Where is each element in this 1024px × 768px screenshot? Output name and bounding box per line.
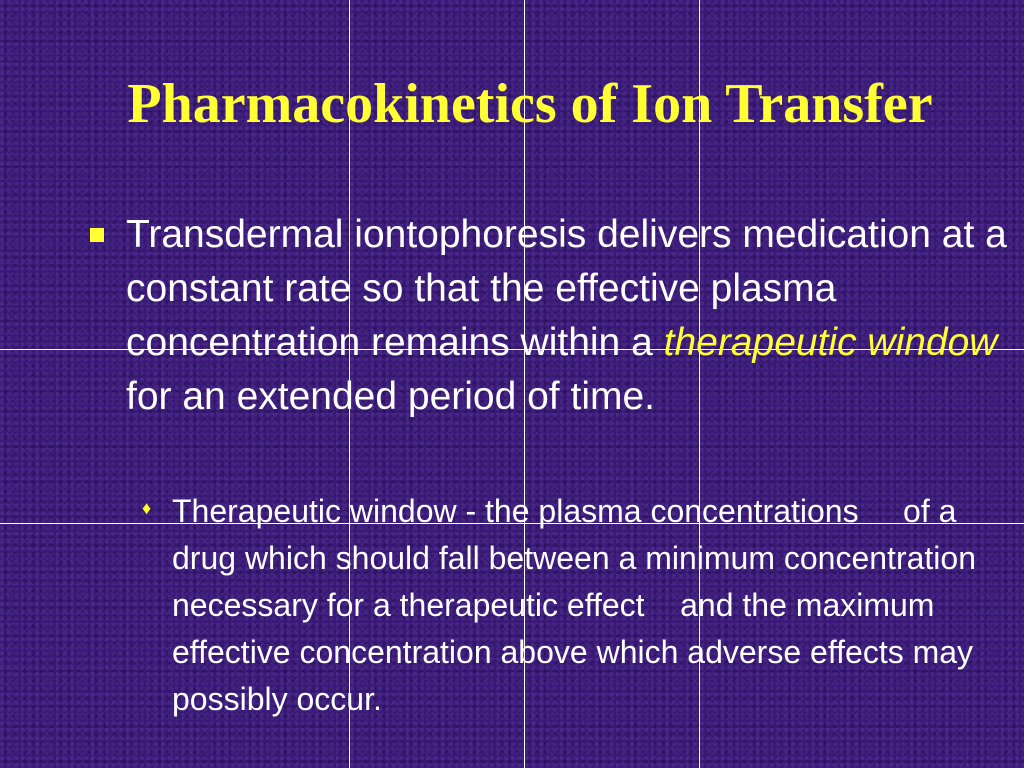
- therapeutic-window-emphasis: therapeutic window: [663, 321, 998, 364]
- diamond-bullet-icon: ♦: [142, 498, 152, 518]
- square-bullet-icon: [90, 228, 104, 242]
- bullet-text-before: Transdermal iontophoresis delivers medication at a constant rate so that the effective plasma concentration remains within a: [126, 213, 1007, 364]
- bullet-text-after: for an extended period of time.: [126, 375, 655, 418]
- slide-title: Pharmacokinetics of Ion Transfer: [127, 73, 933, 135]
- bullet-sub-text: Therapeutic window - the plasma concentrations of a drug which should fall between a minimum concentration necessary for a therapeutic effect and the maximum effective concentration above which adverse effects may possibly occur.: [172, 493, 985, 717]
- bullet-main-text: [126, 208, 1020, 424]
